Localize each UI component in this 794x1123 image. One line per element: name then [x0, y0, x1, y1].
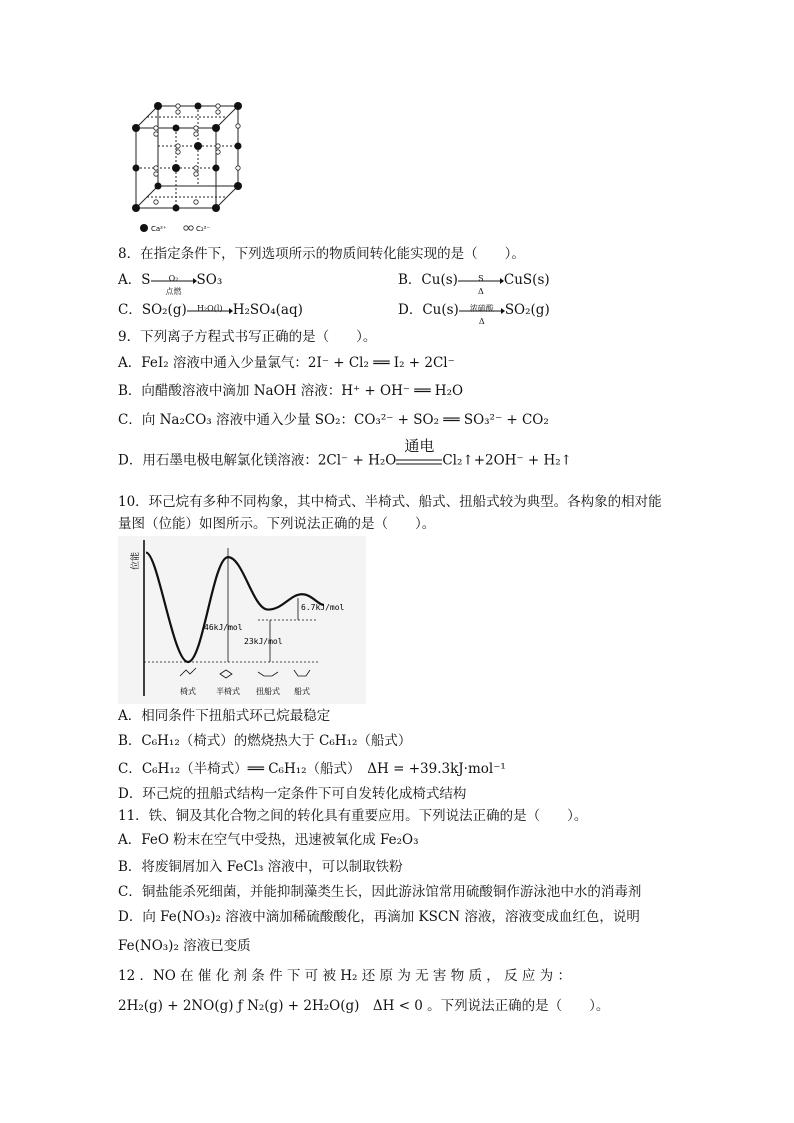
- crystal-structure-figure: [128, 98, 246, 238]
- reaction-arrow-icon: 浓硫酸 Δ: [459, 301, 505, 321]
- q9-option-d: [118, 437, 572, 472]
- reaction-arrow-icon: O₂ 点燃: [151, 271, 197, 291]
- reaction-arrow-icon: H₂O(l): [187, 301, 233, 321]
- legend-c2-label: C₂²⁻: [196, 225, 211, 233]
- conformation-energy-chart: [118, 536, 366, 704]
- q8-c-product: H₂SO₄(aq): [232, 302, 303, 318]
- q8-stem: 8．在指定条件下，下列选项所示的物质间转化能实现的是（ ）。: [118, 246, 525, 262]
- annotation-23kj: 23kJ/mol: [244, 637, 283, 646]
- q10-option-c: C．C₆H₁₂（半椅式）══ C₆H₁₂（船式） ΔH = +39.3kJ·mol⁻¹: [118, 761, 506, 777]
- tick-label-chair: 椅式: [180, 687, 196, 696]
- annotation-6-7kj: 6.7kJ/mol: [301, 603, 345, 612]
- legend-ca-marker: [140, 224, 148, 232]
- q10-option-b: B．C₆H₁₂（椅式）的燃烧热大于 C₆H₁₂（船式）: [118, 733, 412, 749]
- q12-stem-line1: 12 ．NO 在 催 化 剂 条 件 下 可 被 H₂ 还 原 为 无 害 物 质 ， 反 应 为 ：: [118, 968, 571, 984]
- reaction-arrow-icon: S Δ: [458, 271, 504, 291]
- q8-b-label: B．Cu(s): [398, 272, 458, 288]
- q8-d-product: SO₂(g): [504, 302, 550, 318]
- q8-a-label: A．S: [118, 272, 151, 288]
- q11-option-a: A．FeO 粉末在空气中受热，迅速被氧化成 Fe₂O₃: [118, 832, 419, 848]
- q11-option-b: B．将废铜屑加入 FeCl₃ 溶液中，可以制取铁粉: [118, 859, 403, 875]
- q12-stem-line2: 2H₂(g) + 2NO(g) ƒ N₂(g) + 2H₂O(g) ΔH < 0 。下列说法正确的是（ ）。: [118, 998, 610, 1014]
- q11-option-d-line1: D．向 Fe(NO₃)₂ 溶液中滴加稀硫酸酸化，再滴加 KSCN 溶液，溶液变成血红色，说明: [118, 909, 640, 925]
- q9-d-left: D．用石墨电极电解氯化镁溶液：2Cl⁻ + H₂O: [118, 452, 397, 469]
- q11-option-c: C．铜盐能杀死细菌，并能抑制藻类生长，因此游泳馆常用硫酸铜作游泳池中水的消毒剂: [118, 884, 642, 900]
- q9-option-c: C．向 Na₂CO₃ 溶液中通入少量 SO₂：CO₃²⁻ + SO₂ ══ SO₃²⁻ + CO₂: [118, 412, 549, 428]
- q10-stem-line2: 量图（位能）如图所示。下列说法正确的是（ ）。: [118, 516, 436, 532]
- legend-ca-label: Ca²⁺: [151, 225, 167, 233]
- q9-option-b: B．向醋酸溶液中滴加 NaOH 溶液：H⁺ + OH⁻ ══ H₂O: [118, 383, 464, 399]
- q10-option-d: D．环己烷的扭船式结构一定条件下可自发转化成椅式结构: [118, 786, 467, 802]
- q8-option-b: [398, 270, 550, 296]
- q9-stem: 9．下列离子方程式书写正确的是（ ）。: [118, 329, 377, 345]
- q11-option-d-line2: Fe(NO₃)₂ 溶液已变质: [118, 938, 251, 954]
- q9-d-right: Cl₂↑+2OH⁻ + H₂↑: [442, 452, 572, 469]
- q8-option-c: [118, 300, 303, 321]
- tick-label-boat: 船式: [294, 687, 310, 696]
- electrolysis-arrow-icon: 通电: [404, 437, 435, 455]
- q11-stem: 11．铁、铜及其化合物之间的转化具有重要应用。下列说法正确的是（ ）。: [118, 808, 588, 824]
- q9-option-a: A．FeI₂ 溶液中通入少量氯气：2I⁻ + Cl₂ ══ I₂ + 2Cl⁻: [118, 355, 455, 371]
- q10-stem-line1: 10．环己烷有多种不同构象，其中椅式、半椅式、船式、扭船式较为典型。各构象的相对能: [118, 494, 662, 510]
- q8-option-d: [398, 300, 550, 326]
- tick-label-half-chair: 半椅式: [216, 687, 240, 696]
- annotation-46kj: 46kJ/mol: [204, 623, 243, 632]
- y-axis-label: 位能: [131, 551, 141, 570]
- q8-option-a: [118, 270, 223, 296]
- q8-b-product: CuS(s): [503, 272, 550, 288]
- q8-a-product: SO₃: [196, 272, 223, 288]
- q10-option-a: A．相同条件下扭船式环己烷最稳定: [118, 708, 331, 724]
- q8-d-label: D．Cu(s): [398, 302, 459, 318]
- tick-label-twist-boat: 扭船式: [256, 687, 280, 696]
- q8-c-label: C．SO₂(g): [118, 302, 187, 318]
